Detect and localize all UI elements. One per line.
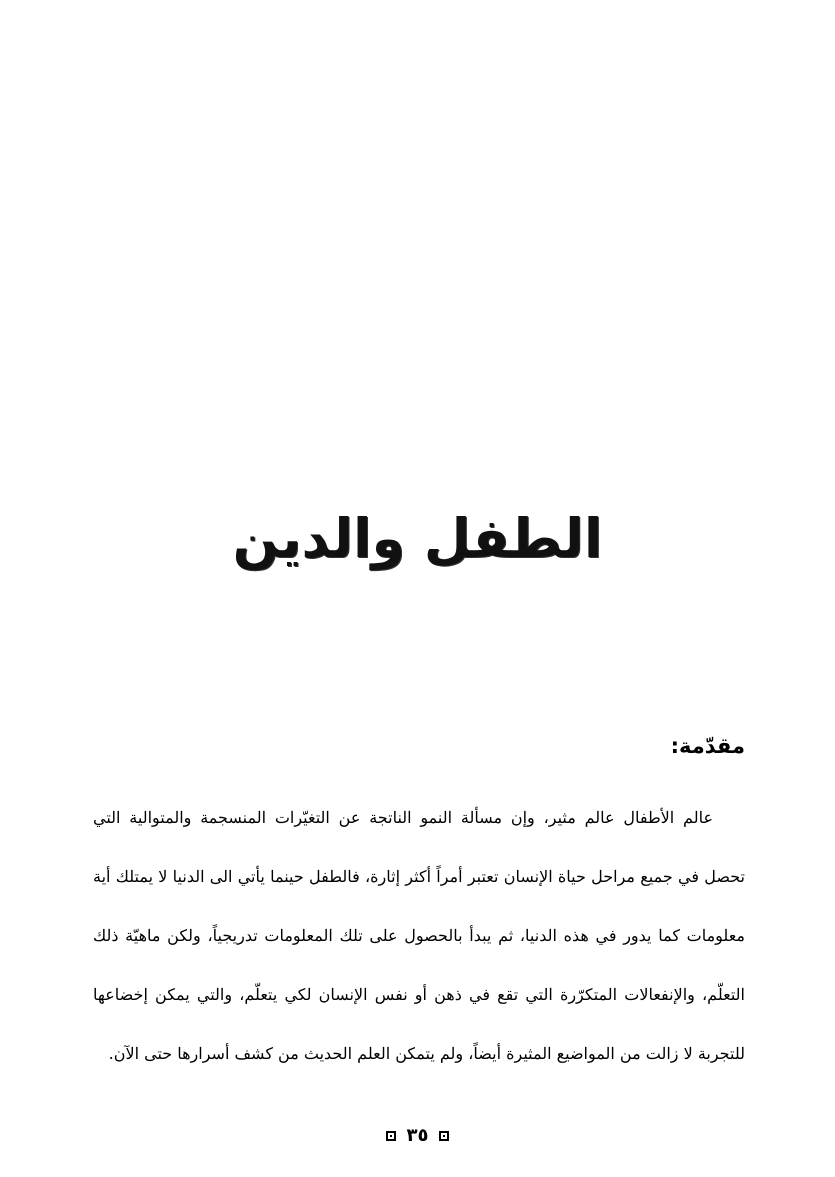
chapter-title: الطفل والدين [232, 507, 603, 571]
square-ornament-icon [439, 1131, 449, 1141]
intro-paragraph: عالم الأطفال عالم مثير، وإن مسألة النمو الناتجة عن التغيّرات المنسجمة والمتوالية التي تحصل في جميع مراحل حياة الإنسان تعتبر أمراً أكثر إثارة، فالطفل حينما يأتي الى الدنيا لا يمتلك أية معلومات كما يدور في هذه الدنيا، ثم يبدأ بالحصول على تلك المعلومات تدريجياً، ولكن ماهيّة ذلك التعلّم، والإنفعالات المتكرّرة التي تقع في ذهن أو نفس الإنسان لكي يتعلّم، والتي يمكن إخضاعها للتجربة لا زالت من المواضيع المثيرة أيضاً، ولم يتمكن العلم الحديث من كشف أسرارها حتى الآن. [93, 808, 745, 1063]
body-text [93, 788, 745, 1083]
page-footer [0, 1124, 835, 1148]
square-ornament-icon [386, 1131, 396, 1141]
page-number: ٣٥ [406, 1125, 429, 1146]
section-heading: مقدّمة: [670, 734, 745, 758]
